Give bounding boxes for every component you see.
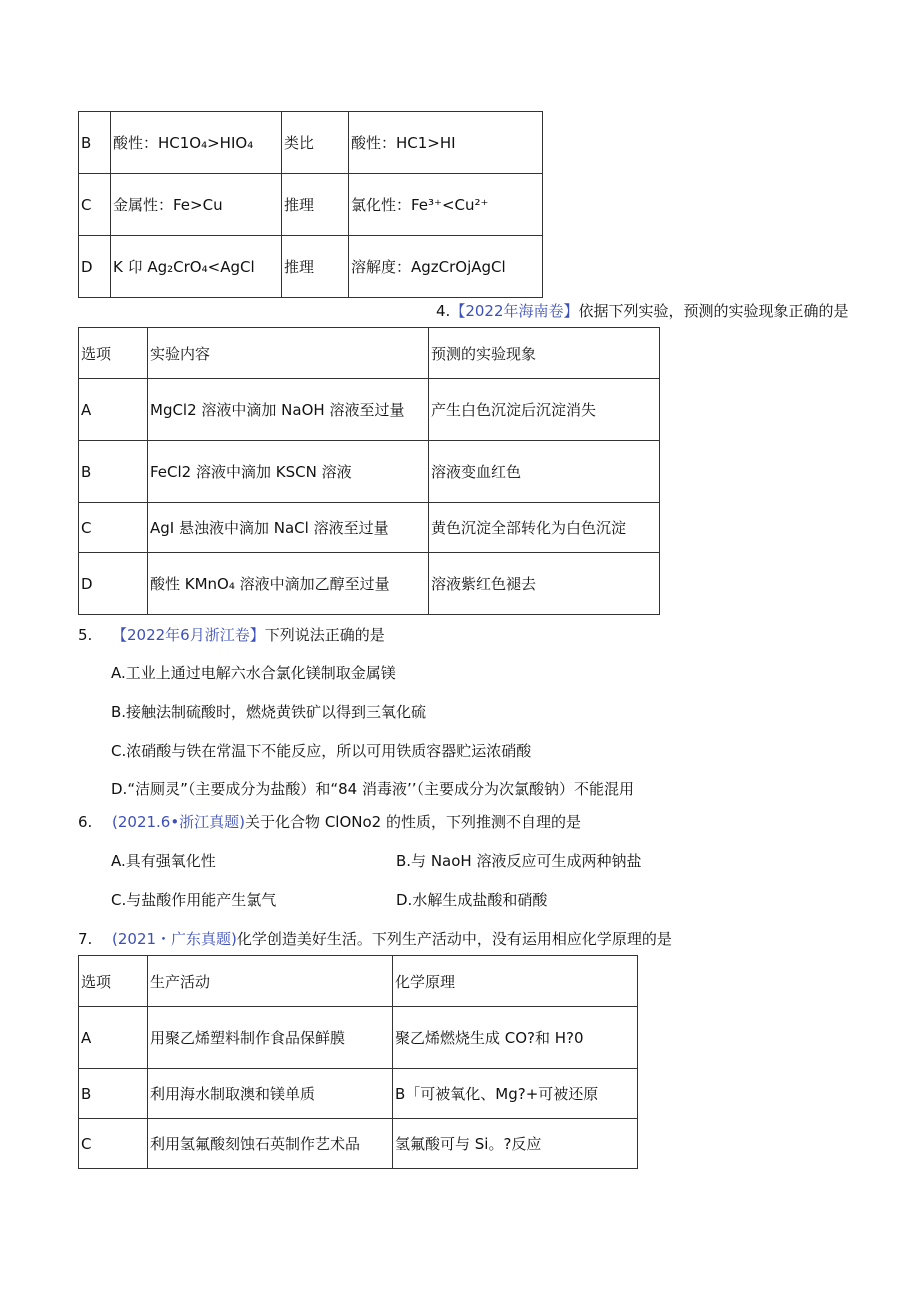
table-row: [79, 174, 543, 236]
table-row: [79, 112, 543, 174]
result-cell: 黄色沉淀全部转化为白色沉淀: [429, 503, 660, 553]
header-cell: 实验内容: [148, 328, 429, 379]
question-number: 5.: [78, 626, 93, 644]
table-row: [79, 441, 660, 503]
result-cell: 溶液变血红色: [429, 441, 660, 503]
option-b: B.与 NaoH 溶液反应可生成两种钠盐: [396, 852, 642, 870]
principle-cell: 氢氟酸可与 Si。?反应: [393, 1119, 638, 1169]
table-row: [79, 503, 660, 553]
option-cell: A: [79, 1007, 148, 1069]
header-cell: 选项: [79, 956, 148, 1007]
header-cell: 预测的实验现象: [429, 328, 660, 379]
option-cell: D: [79, 236, 111, 298]
question-source: 【2022年6月浙江卷】: [112, 626, 265, 644]
conclusion-cell: 酸性：HC1>HI: [349, 112, 543, 174]
question-source: (2021.6•浙江真题): [112, 813, 246, 831]
option-a: A.具有强氧化性: [111, 852, 216, 870]
table-header-row: [79, 328, 660, 379]
content-cell: 利用海水制取澳和镁单质: [148, 1069, 393, 1119]
method-cell: 推理: [282, 174, 349, 236]
conclusion-cell: 溶解度：AgzCrOjAgCl: [349, 236, 543, 298]
header-cell: 生产活动: [148, 956, 393, 1007]
result-cell: 产生白色沉淀后沉淀消失: [429, 379, 660, 441]
content-cell: 酸性：HC1O₄>HIO₄: [111, 112, 282, 174]
content-cell: 金属性：Fe>Cu: [111, 174, 282, 236]
result-cell: 溶液紫红色褪去: [429, 553, 660, 615]
table-row: [79, 1119, 638, 1169]
option-c: C.浓硝酸与铁在常温下不能反应，所以可用铁质容器贮运浓硝酸: [111, 742, 532, 760]
table-header-row: [79, 956, 638, 1007]
option-cell: B: [79, 1069, 148, 1119]
method-cell: 推理: [282, 236, 349, 298]
content-cell: 利用氢氟酸刻蚀石英制作艺术品: [148, 1119, 393, 1169]
content-cell: K 卬 Ag₂CrO₄<AgCl: [111, 236, 282, 298]
question-6-stem: [78, 811, 581, 832]
option-cell: C: [79, 503, 148, 553]
option-cell: C: [79, 1119, 148, 1169]
option-d: D.“洁厕灵”（主要成分为盐酸）和“84 消毒液’’（主要成分为次氯酸钠）不能混用: [111, 780, 635, 798]
content-cell: 酸性 KMnO₄ 溶液中滴加乙醇至过量: [148, 553, 429, 615]
question-source: 【2022年海南卷】: [450, 302, 579, 320]
table-row: [79, 1007, 638, 1069]
option-b: B.接触法制硫酸时，燃烧黄铁矿以得到三氧化硫: [111, 703, 427, 721]
question-7-stem: [78, 928, 672, 949]
header-cell: 化学原理: [393, 956, 638, 1007]
header-cell: 选项: [79, 328, 148, 379]
content-cell: FeCl2 溶液中滴加 KSCN 溶液: [148, 441, 429, 503]
principle-cell: B「可被氧化、Mg?+可被还原: [393, 1069, 638, 1119]
question-number: 4.: [436, 302, 451, 320]
table-row: [79, 379, 660, 441]
question-text: 依据下列实验，预测的实验现象正确的是: [578, 302, 849, 320]
option-cell: D: [79, 553, 148, 615]
question-source: (2021・广东真题): [112, 930, 237, 948]
option-d: D.水解生成盐酸和硝酸: [396, 891, 548, 909]
question-text: 化学创造美好生活。下列生产活动中，没有运用相应化学原理的是: [236, 930, 672, 948]
table-row: [79, 1069, 638, 1119]
content-cell: MgCl2 溶液中滴加 NaOH 溶液至过量: [148, 379, 429, 441]
question-number: 6.: [78, 813, 93, 831]
option-c: C.与盐酸作用能产生氯气: [111, 891, 277, 909]
option-cell: B: [79, 112, 111, 174]
principle-cell: 聚乙烯燃烧生成 CO?和 H?0: [393, 1007, 638, 1069]
table-top: [78, 111, 543, 298]
question-5-stem: [78, 624, 385, 645]
option-cell: C: [79, 174, 111, 236]
method-cell: 类比: [282, 112, 349, 174]
option-cell: B: [79, 441, 148, 503]
option-cell: A: [79, 379, 148, 441]
table-q4: [78, 327, 660, 615]
conclusion-cell: 氯化性：Fe³⁺<Cu²⁺: [349, 174, 543, 236]
content-cell: AgI 悬浊液中滴加 NaCl 溶液至过量: [148, 503, 429, 553]
table-row: [79, 236, 543, 298]
question-text: 关于化合物 ClONo2 的性质，下列推测不自理的是: [245, 813, 581, 831]
option-a: A.工业上通过电解六水合氯化镁制取金属镁: [111, 664, 396, 682]
table-row: [79, 553, 660, 615]
question-text: 下列说法正确的是: [264, 626, 385, 644]
content-cell: 用聚乙烯塑料制作食品保鲜膜: [148, 1007, 393, 1069]
question-4-stem: [436, 300, 849, 321]
question-number: 7.: [78, 930, 93, 948]
table-q7: [78, 955, 638, 1169]
